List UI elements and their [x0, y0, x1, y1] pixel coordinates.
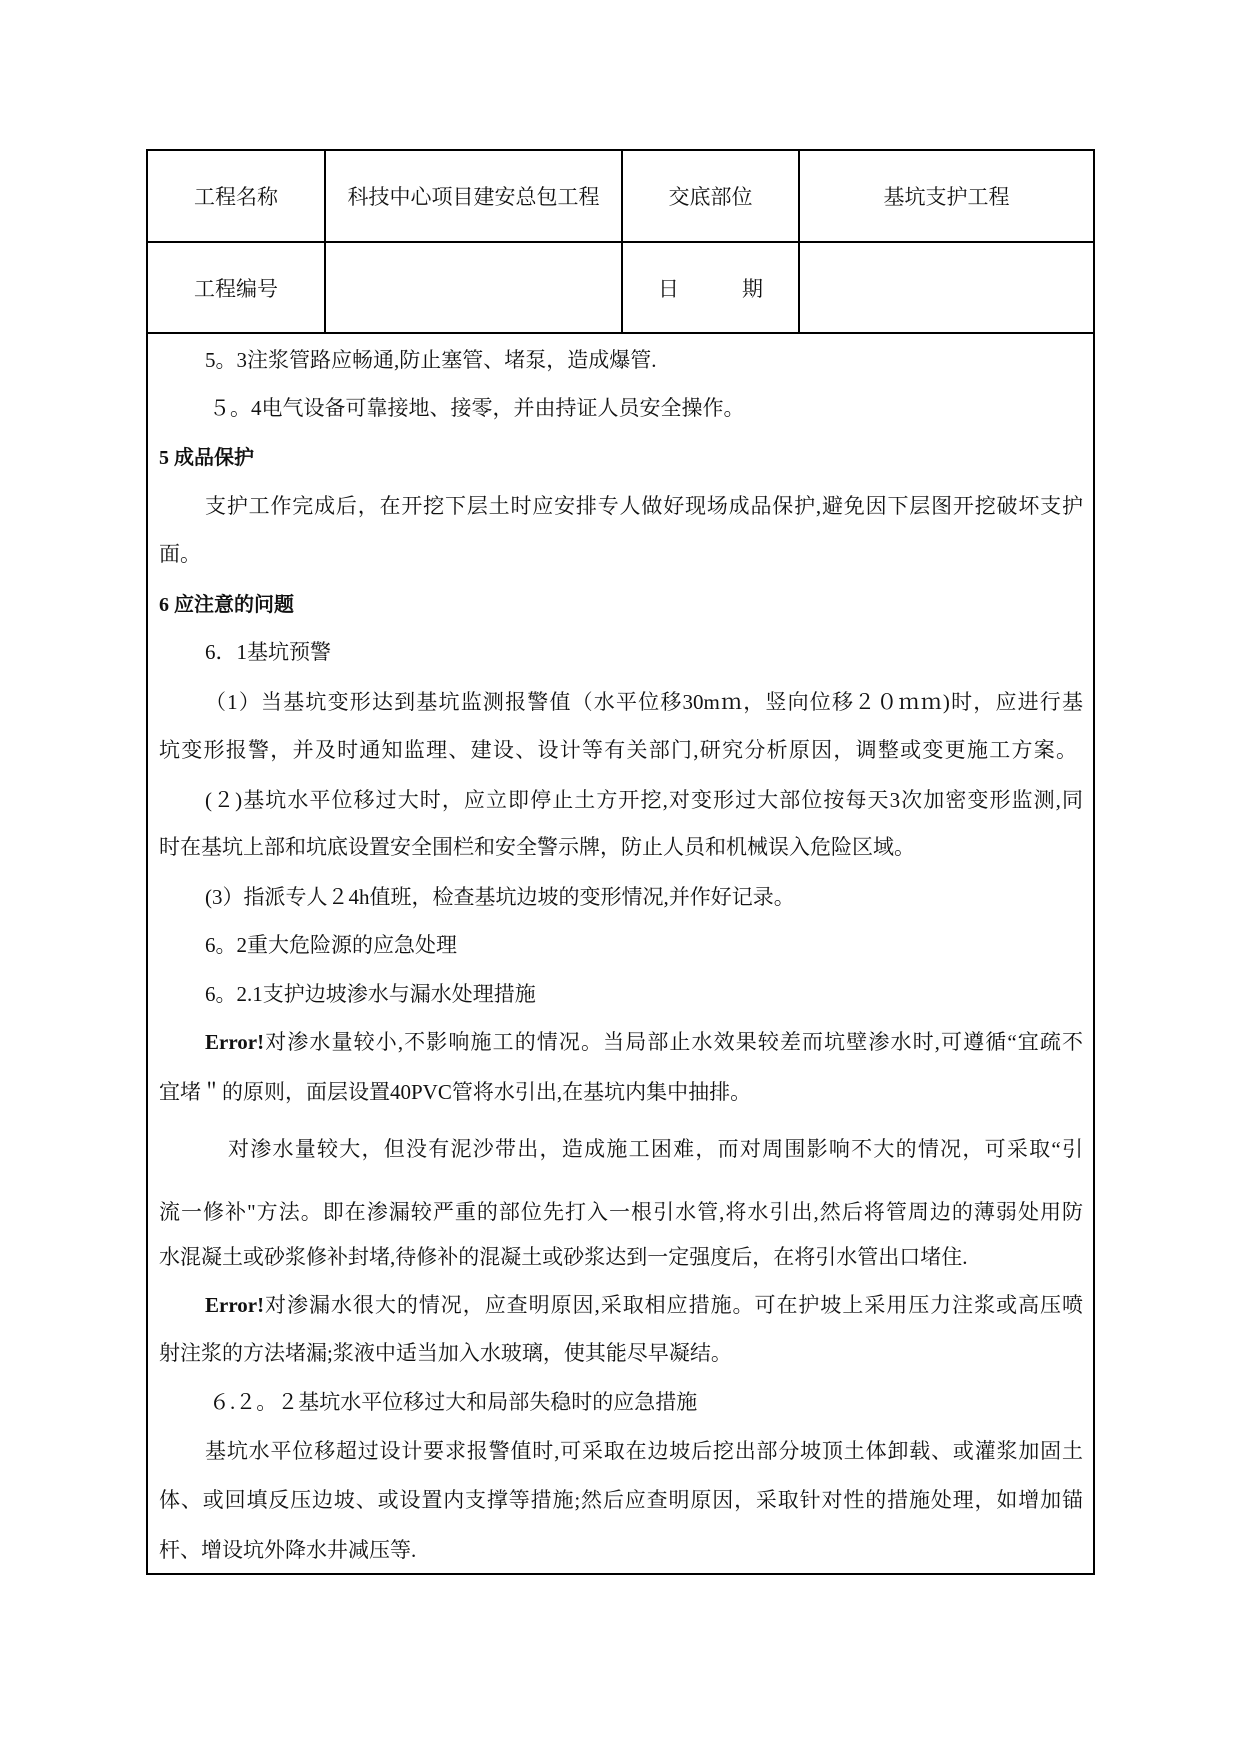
body-line: ５。4电气设备可靠接地、接零，并由持证人员安全操作。	[209, 396, 745, 420]
body-line: 面。	[159, 542, 201, 566]
body-line-text: 对渗漏水很大的情况，应查明原因,采取相应措施。可在护坡上采用压力注浆或高压喷	[264, 1293, 1083, 1317]
body-line	[205, 1027, 1083, 1057]
section-heading: 6 应注意的问题	[159, 594, 294, 616]
date-value	[800, 243, 1093, 332]
body-line: 对渗水量较大，但没有泥沙带出，造成施工困难，而对周围影响不大的情况，可采取“引	[228, 1137, 1083, 1161]
subsection-heading: 6。2重大危险源的应急处理	[205, 933, 457, 957]
body-line: 基坑水平位移超过设计要求报警值时,可采取在边坡后挖出部分坡顶土体卸载、或灌浆加固土	[205, 1439, 1083, 1463]
body-line: 杆、增设坑外降水井减压等.	[159, 1538, 417, 1562]
subsection-heading: 6．1基坑预警	[205, 640, 331, 664]
body-line-text: 对渗水量较小,不影响施工的情况。当局部止水效果较差而坑壁渗水时,可遵循“宜疏不	[264, 1030, 1083, 1054]
body-line: 射注浆的方法堵漏;浆液中适当加入水玻璃，使其能尽早凝结。	[159, 1341, 732, 1365]
error-prefix: Error!	[205, 1293, 265, 1317]
date-label: 日 期	[658, 276, 763, 301]
body-line: 支护工作完成后，在开挖下层土时应安排专人做好现场成品保护,避免因下层图开挖破坏支护	[205, 494, 1083, 518]
body-line: (3）指派专人２4h值班，检查基坑边坡的变形情况,并作好记录。	[205, 885, 795, 909]
body-line: 宜堵＂的原则，面层设置40PVC管将水引出,在基坑内集中抽排。	[159, 1080, 752, 1104]
body-line: 水混凝土或砂浆修补封堵,待修补的混凝土或砂浆达到一定强度后，在将引水管出口堵住.	[159, 1245, 968, 1269]
location-label: 交底部位	[668, 185, 753, 209]
body-line: 体、或回填反压边坡、或设置内支撑等措施;然后应查明原因，采取针对性的措施处理，如增加锚	[159, 1488, 1083, 1512]
body-line: 流一修补"方法。即在渗漏较严重的部位先打入一根引水管,将水引出,然后将管周边的薄弱处用防	[159, 1200, 1083, 1224]
subsection-heading: ６.２。２基坑水平位移过大和局部失稳时的应急措施	[209, 1390, 698, 1414]
project-no-label: 工程编号	[194, 276, 278, 301]
subsection-heading: 6。2.1支护边坡渗水与漏水处理措施	[205, 982, 536, 1006]
body-line: 时在基坑上部和坑底设置安全围栏和安全警示牌，防止人员和机械误入危险区域。	[159, 835, 915, 859]
body-line: （1）当基坑变形达到基坑监测报警值（水平位移30mｍ，竖向位移２０ｍｍ)时，应进行基	[205, 690, 1083, 714]
project-name-label: 工程名称	[194, 185, 278, 209]
location-value: 基坑支护工程	[883, 185, 1010, 209]
section-heading: 5 成品保护	[159, 447, 254, 469]
body-line: (２)基坑水平位移过大时，应立即停止土方开挖,对变形过大部位按每天3次加密变形监测,同	[205, 788, 1083, 812]
body-line: 5。3注浆管路应畅通,防止塞管、堵泵，造成爆管.	[205, 348, 657, 372]
project-name-value: 科技中心项目建安总包工程	[347, 185, 600, 209]
project-no-value	[326, 243, 621, 332]
body-line	[205, 1290, 1083, 1320]
body-line: 坑变形报警，并及时通知监理、建设、设计等有关部门,研究分析原因，调整或变更施工方案。	[159, 738, 1077, 762]
error-prefix: Error!	[205, 1030, 265, 1054]
